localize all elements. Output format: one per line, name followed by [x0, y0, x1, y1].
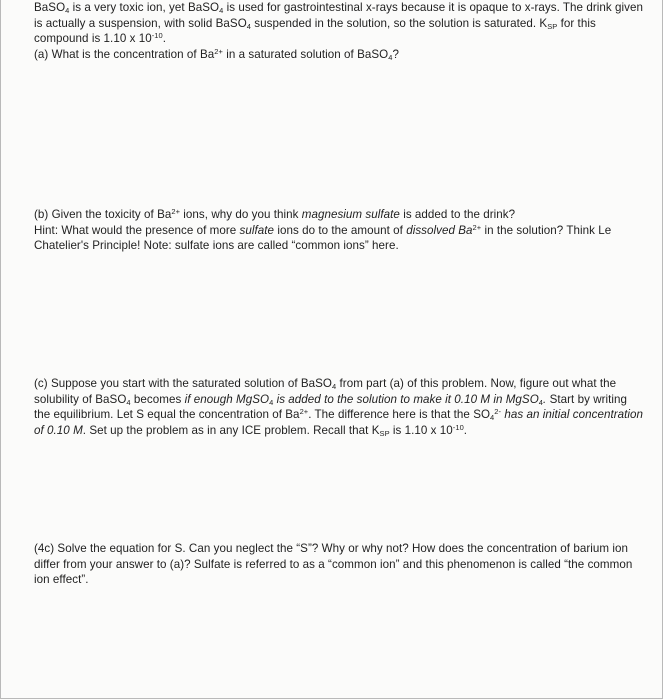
question-a: (a) What is the concentration of $Ba^{2+}$ in a saturated solution of BaSO$_4$? [34, 46, 399, 62]
question-c: (c) Suppose you start with the saturated solution of BaSO$_4$ from part (a) of this problem. Now, figure out what the solubility of BaSO$_4$ becomes if enough MgSO$_4$ is added to the solution to make it 0.10 M in MgSO$_4$. Start by writing the equilibrium. Let S equal the concentration of $Ba^{2+}$. The difference here is that the $SO_4^{2-}$ has an initial concentration of 0.10 M. Set up the problem as in any ICE problem. Recall that $K_{SP}$ is 1.10 x $10^{-10}$. [34, 377, 644, 438]
question-b: (b) Given the toxicity of $Ba^{2+}$ ions, why do you think magnesium sulfate is added to the drink? Hint: What would the presence of more sulfate ions do to the amount of dissolved $Ba^{2+}$ in the solution? Think Le Chatelier's Principle! Note: sulfate ions are called “common ions” here. [34, 207, 612, 253]
question-4c: (4c) Solve the equation for S. Can you neglect the “S”? Why or why not? How does the concentration of barium ion differ from your answer to (a)? Sulfate is referred to as a “common ion” and this phenomenon is called “the common ion effect”. [34, 542, 633, 587]
hint-b: Hint: What would the presence of more sulfate ions do to the amount of dissolved $Ba^{2+}$ in the solution? Think Le Chatelier's Principle! Note: sulfate ions are called “common ions” here. [34, 222, 612, 253]
intro-paragraph: BaSO$_4$ is a very toxic ion, yet BaSO$_4$ is used for gastrointestinal x-rays because it is opaque to x-rays. The drink given is actually a suspension, with solid BaSO$_4$ suspended in the solution, so the solution is saturated. $K_{SP}$ for this compound is 1.10 x $10^{-10}$. (a) What is the concentration of $Ba^{2+}$ in a saturated solution of BaSO$_4$? [34, 1, 643, 62]
